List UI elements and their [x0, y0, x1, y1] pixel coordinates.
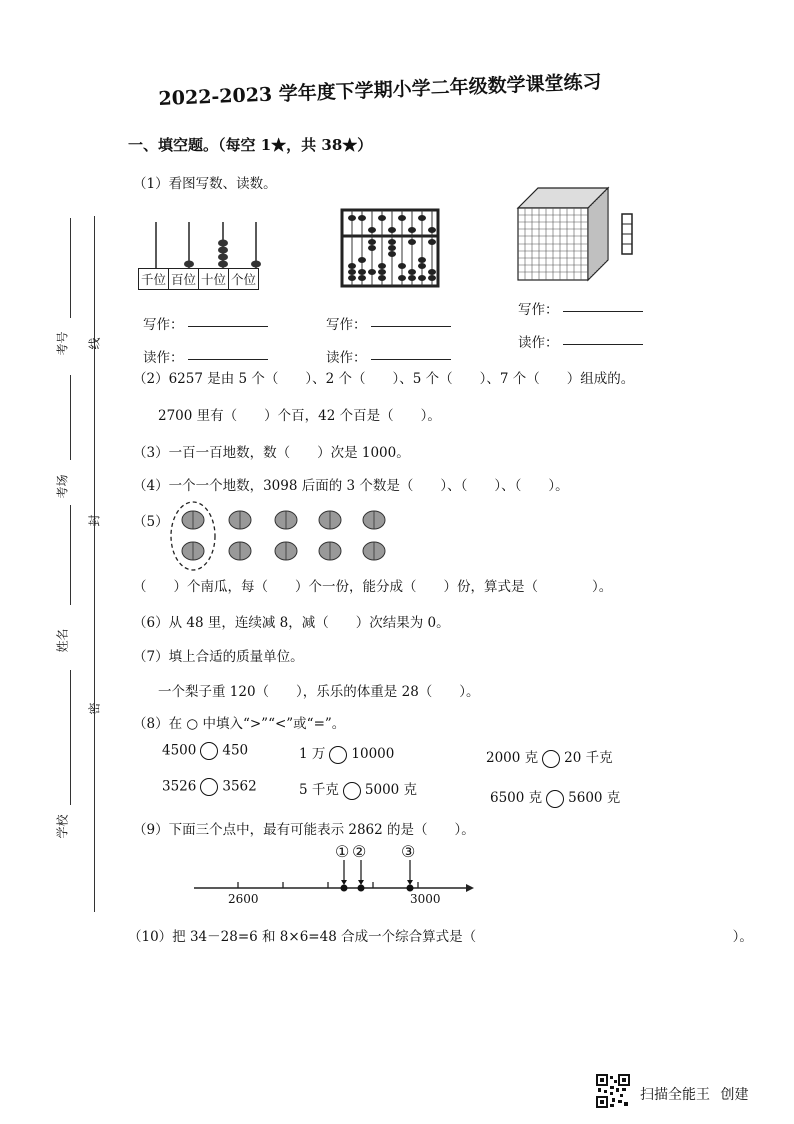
q4-text: （4）一个一个地数，3098 后面的 3 个数是（ ）、（ ）、（ ）。	[133, 478, 569, 494]
q7-text: （7）填上合适的质量单位。	[133, 649, 304, 665]
compare-left: 2000 克	[486, 750, 539, 766]
compare-right: 20 千克	[564, 750, 613, 766]
abacus-label: 个位	[229, 269, 259, 290]
read-blank-1[interactable]	[188, 358, 268, 360]
read-blank-2[interactable]	[371, 358, 451, 360]
compare-right: 3562	[222, 778, 257, 795]
q1-read-row-3	[518, 331, 643, 351]
write-blank-3[interactable]	[563, 310, 643, 312]
abacus-label-table	[138, 268, 259, 290]
q1-read-row-1	[143, 346, 268, 366]
framed-abacus-figure	[340, 206, 440, 288]
compare-circle[interactable]	[200, 742, 218, 760]
abacus-label: 千位	[139, 269, 169, 290]
section-heading: 一、填空题。（每空 1★，共 38★）	[128, 136, 373, 154]
qr-code-icon	[596, 1074, 630, 1108]
pumpkin-svg	[168, 500, 398, 572]
compare-circle[interactable]	[329, 746, 347, 764]
tick-label: 3000	[410, 892, 441, 906]
compare-item	[299, 778, 417, 800]
binding-line	[94, 216, 95, 912]
q2-line-2: 2700 里有（ ）个百，42 个百是（ ）。	[158, 408, 441, 424]
compare-right: 5600 克	[568, 790, 621, 806]
margin-underline-5	[70, 745, 71, 805]
q9-text: （9）下面三个点中，最有可能表示 2862 的是（ ）。	[133, 822, 475, 838]
q2-line-1: （2）6257 是由 5 个（ ）、2 个（ ）、5 个（ ）、7 个（ ）组成的。	[133, 371, 635, 387]
compare-left: 1 万	[299, 746, 326, 762]
compare-right: 10000	[351, 746, 395, 762]
compare-left: 4500	[162, 742, 197, 759]
compare-circle[interactable]	[343, 782, 361, 800]
qr-code-svg	[596, 1074, 630, 1108]
point-label: ③	[401, 842, 416, 861]
compare-left: 3526	[162, 778, 197, 795]
compare-right: 5000 克	[364, 782, 418, 798]
margin-underline-2	[70, 375, 71, 460]
margin-kaohao: 考号	[55, 331, 70, 356]
write-label: 写作：	[143, 317, 184, 333]
compare-right: 450	[222, 742, 249, 759]
abacus-label-row	[138, 268, 259, 290]
margin-xuexiao: 学校	[55, 814, 70, 839]
abacus-label: 十位	[199, 269, 229, 290]
margin-xingming: 姓名	[55, 628, 70, 653]
q1-write-row-1	[143, 313, 268, 333]
framed-abacus-svg	[340, 206, 440, 288]
tick-label: 2600	[228, 892, 259, 906]
margin-xian: 线	[87, 337, 102, 350]
q7-line: 一个梨子重 120（ ），乐乐的体重是 28（ ）。	[158, 684, 480, 700]
q1-write-row-2	[326, 313, 451, 333]
compare-circle[interactable]	[542, 750, 560, 768]
q5-line: （ ）个南瓜，每（ ）个一份，能分成（ ）份，算式是（ ）。	[133, 579, 613, 595]
read-label: 读作：	[518, 335, 559, 351]
abacus-label: 百位	[169, 269, 199, 290]
q1-write-row-3	[518, 298, 643, 318]
compare-item	[162, 778, 257, 796]
write-blank-2[interactable]	[371, 325, 451, 327]
read-blank-3[interactable]	[563, 343, 643, 345]
q1-text: （1）看图写数、读数。	[133, 176, 277, 192]
margin-feng: 封	[87, 514, 102, 527]
q1-read-row-2	[326, 346, 451, 366]
margin-mi: 密	[87, 702, 102, 715]
compare-left: 6500 克	[490, 790, 543, 806]
compare-circle[interactable]	[200, 778, 218, 796]
pumpkin-figure	[168, 500, 398, 572]
q8-text: （8）在 ○ 中填入“>”“<”或“=”。	[133, 716, 346, 732]
read-label: 读作：	[143, 350, 184, 366]
margin-underline-3	[70, 505, 71, 605]
scanner-brand-name: 扫描全能王	[640, 1087, 710, 1103]
page-title: 2022-2023 学年度下学期小学二年级数学课堂练习	[158, 70, 602, 110]
q6-text: （6）从 48 里，连续减 8，减（ ）次结果为 0。	[133, 615, 450, 631]
footer-brand	[640, 1084, 748, 1104]
write-label: 写作：	[518, 302, 559, 318]
point-label: ②	[352, 842, 367, 861]
thousand-cube-figure	[516, 186, 640, 286]
write-label: 写作：	[326, 317, 367, 333]
q5-label: （5）	[133, 514, 169, 530]
q3-text: （3）一百一百地数，数（ ）次是 1000。	[133, 445, 410, 461]
compare-item	[162, 742, 248, 760]
thousand-cube-svg	[516, 186, 640, 286]
write-blank-1[interactable]	[188, 325, 268, 327]
margin-kaochang: 考场	[55, 474, 70, 499]
compare-item	[490, 786, 620, 808]
compare-item	[486, 746, 613, 768]
compare-left: 5 千克	[299, 782, 339, 798]
read-label: 读作：	[326, 350, 367, 366]
point-label: ①	[335, 842, 350, 861]
scanner-create-label: 创建	[720, 1087, 749, 1103]
compare-circle[interactable]	[546, 790, 564, 808]
q10-text: （10）把 34－28=6 和 8×6=48 合成一个综合算式是（ ）。	[128, 929, 753, 945]
margin-underline-1	[70, 218, 71, 318]
compare-item	[299, 742, 394, 764]
